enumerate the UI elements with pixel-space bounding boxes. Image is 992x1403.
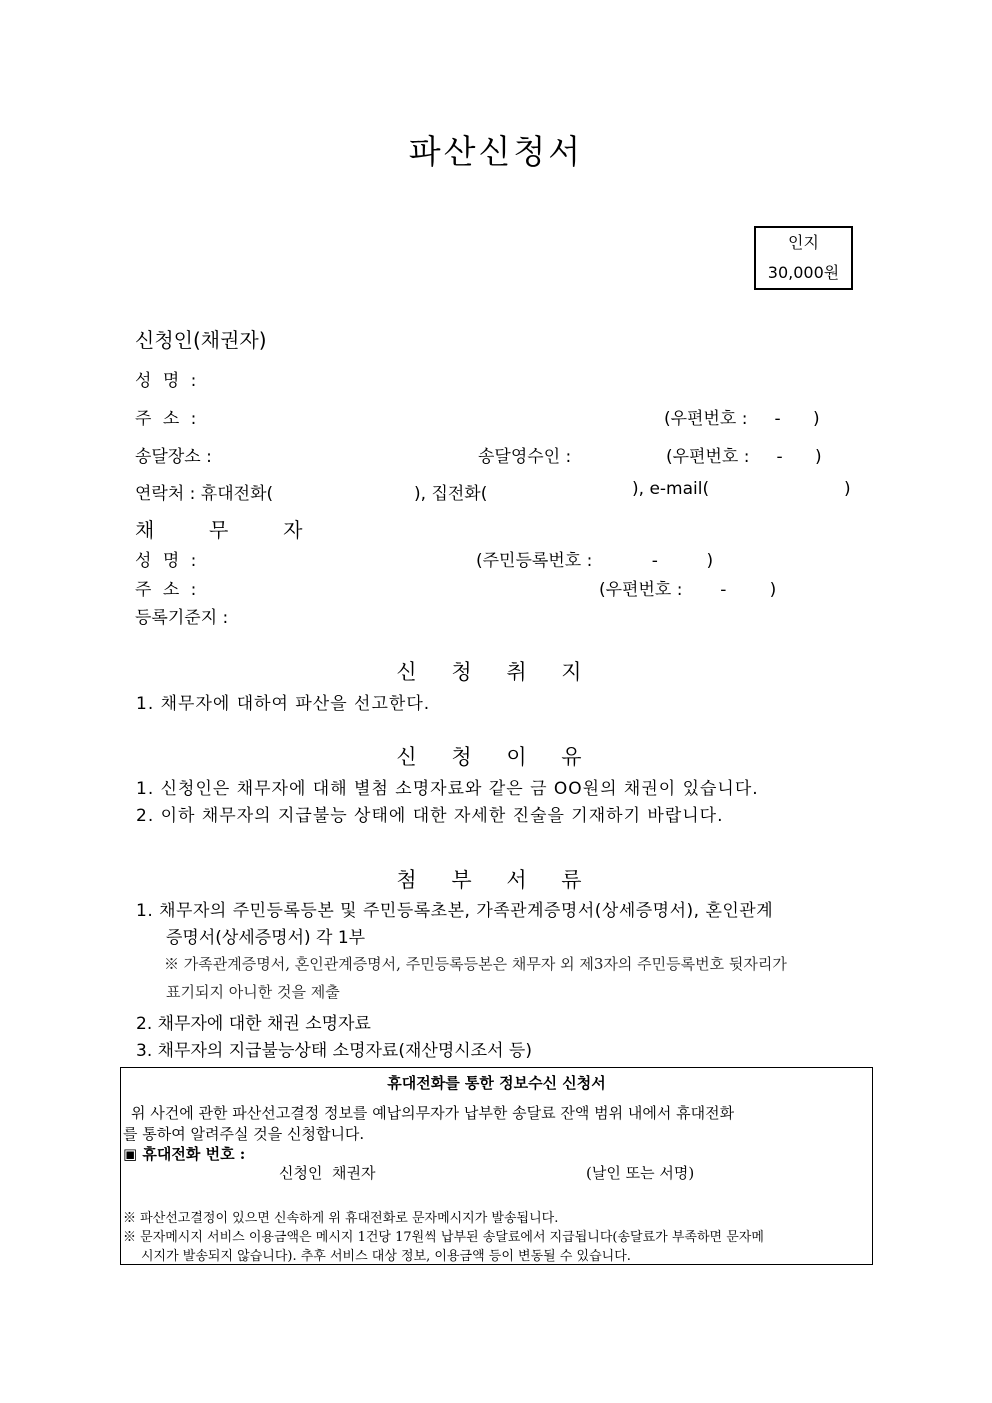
attachment-item-1-cont: 증명서(상세증명서) 각 1부 (166, 928, 366, 948)
sms-notice-box (120, 1067, 873, 1265)
sms-note-2: ※ 문자메시지 서비스 이용금액은 메시지 1건당 17원씩 납부된 송달료에서 지급됩니다(송달료가 부족하면 문자메 (123, 1230, 764, 1245)
applicant-address-label: 주 소 : (135, 409, 200, 429)
applicant-name-label: 성 명 : (135, 371, 200, 391)
stamp-amount: 30,000원 (767, 263, 840, 282)
attachment-note: ※ 가족관계증명서, 혼인관계증명서, 주민등록등본은 채무자 외 제3자의 주민등록번호 뒷자리가 (164, 955, 787, 973)
sms-notice-title: 휴대전화를 통한 정보수신 신청서 (387, 1074, 606, 1092)
attachment-note-cont: 표기되지 아니한 것을 제출 (166, 983, 340, 1001)
phone-number-label: ▣ 휴대전화 번호 : (123, 1145, 246, 1163)
sms-note-2-cont: 시지가 발송되지 않습니다). 추후 서비스 대상 정보, 이용금액 등이 변동될 수 있습니다. (141, 1249, 631, 1264)
applicant-heading: 신청인(채권자) (135, 328, 267, 352)
debtor-heading: 채 무 자 (135, 518, 317, 542)
delivery-postal: (우편번호 : - ) (666, 447, 822, 467)
delivery-recipient-label: 송달영수인 : (478, 447, 572, 467)
attachment-item-2: 2. 채무자에 대한 채권 소명자료 (136, 1014, 371, 1034)
signer-label: 신청인 채권자 (279, 1164, 376, 1182)
debtor-registry-label: 등록기준지 : (135, 608, 229, 628)
reason-item-2: 2. 이하 채무자의 지급불능 상태에 대한 자세한 진술을 기재하기 바랍니다. (136, 806, 724, 826)
sms-notice-text-cont: 를 통하여 알려주실 것을 신청합니다. (123, 1125, 365, 1143)
debtor-resident-number: (주민등록번호 : - ) (476, 551, 714, 571)
stamp-box (754, 226, 853, 290)
sms-note-1: ※ 파산선고결정이 있으면 신속하게 위 휴대전화로 문자메시지가 발송됩니다. (123, 1211, 559, 1226)
contact-close: ) (844, 479, 851, 499)
contact-home-label: ), 집전화( (414, 484, 488, 504)
page-title: 파산신청서 (408, 132, 584, 171)
contact-email-label: ), e-mail( (632, 479, 710, 499)
seal-label: (날인 또는 서명) (586, 1164, 695, 1182)
attachment-item-1: 1. 채무자의 주민등록등본 및 주민등록초본, 가족관계증명서(상세증명서), 혼인관계 (136, 901, 774, 921)
contact-label: 연락처 : 휴대전화( (135, 484, 274, 504)
reason-heading: 신 청 이 유 (396, 745, 596, 769)
purpose-heading: 신 청 취 지 (396, 660, 596, 684)
applicant-postal: (우편번호 : - ) (664, 409, 820, 429)
delivery-label: 송달장소 : (135, 447, 212, 467)
debtor-name-label: 성 명 : (135, 551, 200, 571)
debtor-postal: (우편번호 : - ) (599, 580, 777, 600)
reason-item-1: 1. 신청인은 채무자에 대해 별첨 소명자료와 같은 금 OO원의 채권이 있습니다. (136, 779, 759, 799)
stamp-label: 인지 (788, 233, 819, 252)
attachment-item-3: 3. 채무자의 지급불능상태 소명자료(재산명시조서 등) (136, 1041, 532, 1061)
sms-notice-text: 위 사건에 관한 파산선고결정 정보를 예납의무자가 납부한 송달료 잔액 범위 내에서 휴대전화 (131, 1104, 735, 1122)
debtor-address-label: 주 소 : (135, 580, 200, 600)
purpose-item: 1. 채무자에 대하여 파산을 선고한다. (136, 694, 431, 714)
attachments-heading: 첨 부 서 류 (396, 868, 596, 892)
